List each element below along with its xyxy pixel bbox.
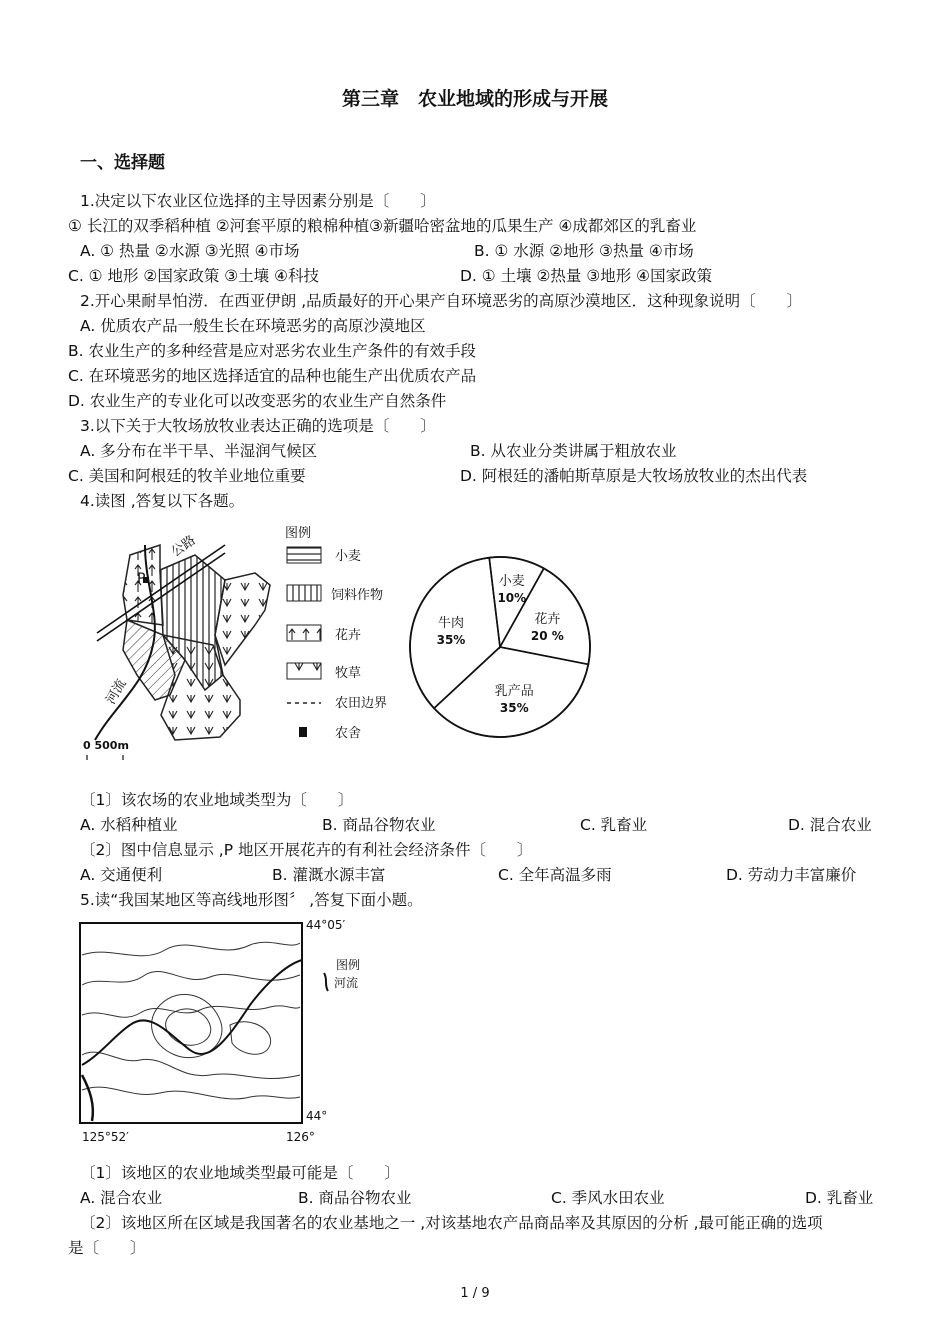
- q4-sub1-option-d: D. 混合农业: [788, 816, 872, 834]
- farm-map: [83, 533, 270, 760]
- scale-bar: [87, 755, 123, 760]
- q5-sub2-stem-line1: 〔2〕该地区所在区域是我国著名的农业基地之一 ,对该基地农产品商品率及其原因的分析 ,最可能正确的选项: [80, 1214, 823, 1232]
- lon-left-label: 125°52′: [82, 1130, 129, 1144]
- lat-bottom-label: 44°: [306, 1109, 328, 1123]
- legend-river-icon: [324, 973, 328, 991]
- legend-wheat-swatch: [287, 547, 321, 563]
- lat-top-label: 44°05′: [306, 918, 346, 932]
- pie-value-0: 10%: [497, 590, 527, 605]
- q5-sub1-option-c: C. 季风水田农业: [551, 1189, 665, 1207]
- q4-sub1-option-c: C. 乳畜业: [580, 816, 648, 834]
- q2-option-b: B. 农业生产的多种经营是应对恶劣农业生产条件的有效手段: [68, 342, 476, 360]
- pie-value-3: 35%: [436, 633, 466, 648]
- legend-pasture: 牧草: [335, 666, 362, 681]
- q3-option-a: A. 多分布在半干旱、半湿润气候区: [80, 442, 318, 460]
- legend-title: 图例: [285, 526, 312, 541]
- pie-label-3: 牛肉: [437, 616, 464, 632]
- legend-feed-swatch: [287, 585, 321, 601]
- pie-label-2: 乳产品: [494, 684, 534, 700]
- q4-figure: [75, 515, 595, 760]
- q1-stem: 1.决定以下农业区位选择的主导因素分别是〔 〕: [80, 192, 436, 210]
- q3-option-b: B. 从农业分类讲属于粗放农业: [470, 442, 677, 460]
- q1-option-c: C. ① 地形 ②国家政策 ③土壤 ④科技: [68, 267, 319, 285]
- legend-farmhouse: 农舍: [335, 726, 362, 741]
- section-heading: 一、选择题: [80, 153, 165, 173]
- q4-sub1-option-b: B. 商品谷物农业: [322, 816, 436, 834]
- q3-option-d: D. 阿根廷的潘帕斯草原是大牧场放牧业的杰出代表: [460, 467, 808, 485]
- lon-right-label: 126°: [286, 1130, 315, 1144]
- legend-river: 河流: [334, 976, 359, 990]
- q4-legend: [285, 526, 387, 741]
- q2-option-d: D. 农业生产的专业化可以改变恶劣的农业生产自然条件: [68, 392, 447, 410]
- road-label: 公路: [168, 533, 199, 561]
- q4-pie-chart: [410, 557, 590, 737]
- legend-flowers: 花卉: [335, 628, 362, 643]
- pie-value-2: 35%: [499, 701, 529, 716]
- legend-flowers-swatch: [287, 625, 321, 641]
- q5-contour-map: [70, 915, 390, 1150]
- q4-sub2-option-a: A. 交通便利: [80, 866, 163, 884]
- q4-sub1-stem: 〔1〕该农场的农业地域类型为〔 〕: [80, 791, 354, 809]
- scale-label: 0 500m: [83, 739, 129, 752]
- q3-stem: 3.以下关于大牧场放牧业表达正确的选项是〔 〕: [80, 417, 436, 435]
- q5-stem: 5.读“我国某地区等高线地形图〞 ,答复下面小题。: [80, 891, 423, 909]
- river-label: 河流: [103, 676, 130, 707]
- pie-value-1: 20 %: [530, 629, 564, 644]
- q1-items: ① 长江的双季稻种植 ②河套平原的粮棉种植③新疆哈密盆地的瓜果生产 ④成都郊区的乳畜业: [68, 217, 697, 235]
- q2-option-c: C. 在环境恶劣的地区选择适宜的品种也能生产出优质农产品: [68, 367, 477, 385]
- q2-option-a: A. 优质农产品一般生长在环境恶劣的高原沙漠地区: [80, 317, 426, 335]
- q1-option-a: A. ① 热量 ②水源 ③光照 ④市场: [80, 242, 300, 260]
- q5-sub1-option-d: D. 乳畜业: [805, 1189, 874, 1207]
- q3-option-c: C. 美国和阿根廷的牧羊业地位重要: [68, 467, 306, 485]
- pie-label-0: 小麦: [498, 573, 525, 589]
- legend-title: 图例: [336, 958, 361, 972]
- q5-sub1-stem: 〔1〕该地区的农业地域类型最可能是〔 〕: [80, 1164, 400, 1182]
- p-label: P: [137, 571, 146, 587]
- legend-feed: 饲料作物: [331, 588, 384, 603]
- legend-boundary: 农田边界: [335, 696, 388, 711]
- legend-wheat: 小麦: [335, 549, 362, 564]
- q1-option-b: B. ① 水源 ②地形 ③热量 ④市场: [474, 242, 694, 260]
- q4-stem: 4.读图 ,答复以下各题。: [80, 492, 245, 510]
- q4-sub1-option-a: A. 水稻种植业: [80, 816, 178, 834]
- page-number: 1 / 9: [460, 1286, 490, 1301]
- q4-sub2-option-d: D. 劳动力丰富廉价: [726, 866, 857, 884]
- legend-farmhouse-icon: [299, 727, 307, 737]
- q4-sub2-option-b: B. 灌溉水源丰富: [272, 866, 386, 884]
- q5-sub1-option-a: A. 混合农业: [80, 1189, 163, 1207]
- legend-pasture-swatch: [287, 663, 321, 679]
- q1-option-d: D. ① 土壤 ②热量 ③地形 ④国家政策: [460, 267, 713, 285]
- q4-sub2-option-c: C. 全年高温多雨: [498, 866, 612, 884]
- page-title: 第三章 农业地域的形成与开展: [341, 88, 608, 110]
- q4-sub2-stem: 〔2〕图中信息显示 ,P 地区开展花卉的有利社会经济条件〔 〕: [80, 841, 533, 859]
- q2-stem: 2.开心果耐旱怕涝．在西亚伊朗 ,品质最好的开心果产自环境恶劣的高原沙漠地区．这种现象说明〔 〕: [80, 292, 803, 310]
- q5-sub2-stem-line2: 是〔 〕: [68, 1239, 146, 1257]
- pie-label-1: 花卉: [534, 612, 561, 628]
- q5-sub1-option-b: B. 商品谷物农业: [298, 1189, 412, 1207]
